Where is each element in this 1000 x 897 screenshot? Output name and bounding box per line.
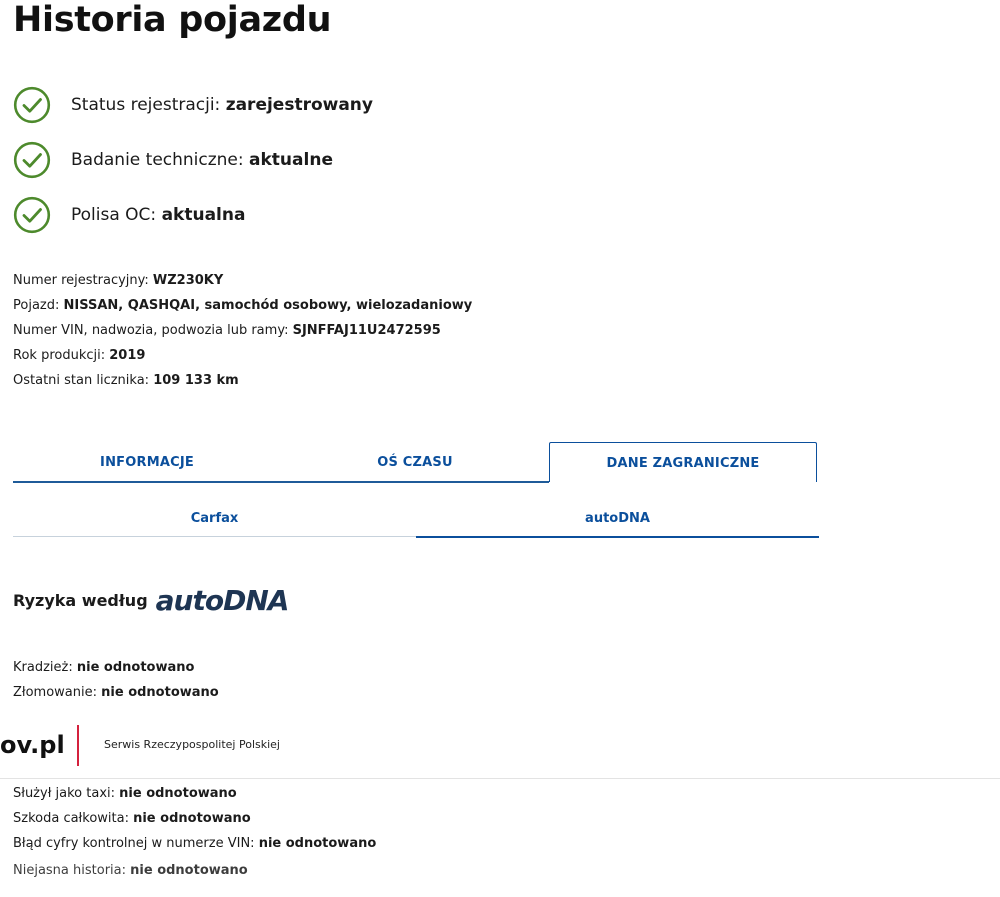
check-circle-icon bbox=[13, 86, 51, 124]
tab-dane-zagraniczne[interactable]: DANE ZAGRANICZNE bbox=[549, 442, 817, 482]
info-label: Numer VIN, nadwozia, podwozia lub ramy: bbox=[13, 323, 293, 338]
risk-label: Złomowanie: bbox=[13, 685, 102, 700]
risk-partially-obscured bbox=[13, 862, 248, 880]
status-text bbox=[71, 205, 245, 225]
sub-tabs bbox=[13, 500, 819, 540]
risk-label: Błąd cyfry kontrolnej w numerze VIN: bbox=[13, 836, 259, 851]
info-value: WZ230KY bbox=[152, 273, 224, 288]
info-vin bbox=[13, 322, 441, 340]
info-production-year bbox=[13, 347, 145, 365]
info-vehicle bbox=[13, 297, 472, 315]
status-registration bbox=[13, 86, 373, 124]
risk-scrapping bbox=[13, 684, 219, 702]
risk-heading-label: Ryzyka według bbox=[13, 591, 148, 610]
status-text bbox=[71, 150, 333, 170]
status-value: aktualne bbox=[249, 150, 333, 170]
status-inspection bbox=[13, 141, 333, 179]
check-circle-icon bbox=[13, 141, 51, 179]
autodna-logo: autoDNA bbox=[155, 584, 289, 617]
page-title: Historia pojazdu bbox=[13, 0, 332, 40]
info-label: Pojazd: bbox=[13, 298, 64, 313]
gov-header-bar bbox=[0, 718, 1000, 779]
info-value: 2019 bbox=[109, 348, 146, 363]
risk-value: nie odnotowano bbox=[101, 685, 219, 700]
gov-separator bbox=[77, 725, 79, 766]
risk-label: Kradzież: bbox=[13, 660, 77, 675]
risk-value: nie odnotowano bbox=[76, 660, 195, 675]
risk-value: nie odnotowano bbox=[133, 811, 251, 826]
risk-label: Niejasna historia: bbox=[13, 863, 131, 878]
info-value: 109 133 km bbox=[153, 373, 239, 388]
info-label: Ostatni stan licznika: bbox=[13, 373, 154, 388]
tab-os-czasu[interactable]: OŚ CZASU bbox=[377, 454, 453, 470]
risk-value: nie odnotowano bbox=[130, 863, 248, 878]
subtab-carfax[interactable]: Carfax bbox=[13, 500, 416, 537]
main-tabs bbox=[13, 442, 819, 484]
status-label: Polisa OC: bbox=[71, 205, 162, 225]
risk-value: nie odnotowano bbox=[258, 836, 377, 851]
risk-total-loss bbox=[13, 810, 251, 828]
gov-service-label: Serwis Rzeczypospolitej Polskiej bbox=[104, 738, 280, 751]
risk-vin-check-digit bbox=[13, 835, 376, 853]
status-value: zarejestrowany bbox=[225, 95, 373, 115]
info-label: Numer rejestracyjny: bbox=[13, 273, 153, 288]
check-circle-icon bbox=[13, 196, 51, 234]
subtab-autodna[interactable]: autoDNA bbox=[416, 500, 819, 538]
status-label: Badanie techniczne: bbox=[71, 150, 250, 170]
info-value: SJNFFAJ11U2472595 bbox=[292, 323, 441, 338]
risk-label: Służył jako taxi: bbox=[13, 786, 120, 801]
risk-label: Szkoda całkowita: bbox=[13, 811, 134, 826]
info-registration-number bbox=[13, 272, 223, 290]
status-value: aktualna bbox=[161, 205, 246, 225]
risk-theft bbox=[13, 659, 194, 677]
info-value: NISSAN, QASHQAI, samochód osobowy, wielozadaniowy bbox=[63, 298, 473, 313]
risk-taxi bbox=[13, 785, 237, 803]
info-odometer bbox=[13, 372, 239, 390]
risk-value: nie odnotowano bbox=[119, 786, 237, 801]
info-label: Rok produkcji: bbox=[13, 348, 110, 363]
gov-logo[interactable]: ov.pl bbox=[0, 731, 65, 759]
status-label: Status rejestracji: bbox=[71, 95, 226, 115]
tab-informacje[interactable]: INFORMACJE bbox=[100, 454, 194, 470]
status-text bbox=[71, 95, 373, 115]
status-insurance bbox=[13, 196, 245, 234]
risk-heading bbox=[13, 584, 288, 617]
